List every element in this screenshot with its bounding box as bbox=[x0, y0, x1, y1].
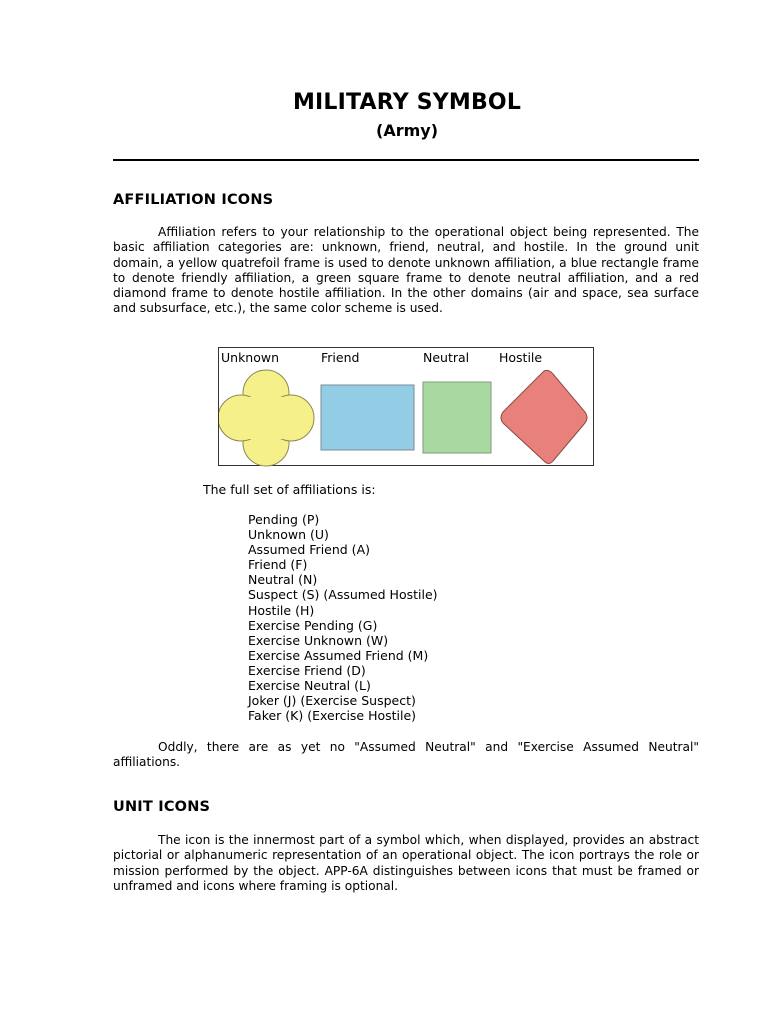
list-item: Faker (K) (Exercise Hostile) bbox=[248, 708, 417, 724]
label-hostile: Hostile bbox=[499, 350, 543, 365]
list-item: Assumed Friend (A) bbox=[248, 542, 370, 558]
list-item: Exercise Unknown (W) bbox=[248, 632, 389, 648]
hostile-diamond-icon bbox=[501, 370, 587, 463]
list-item: Friend (F) bbox=[248, 557, 308, 573]
label-neutral: Neutral bbox=[423, 350, 470, 365]
list-item: Exercise Neutral (L) bbox=[248, 678, 371, 694]
page-title: MILITARY SYMBOL bbox=[292, 90, 522, 115]
list-item: Pending (P) bbox=[248, 512, 320, 527]
label-friend: Friend bbox=[321, 350, 360, 365]
title-rule bbox=[113, 159, 699, 161]
affiliation-heading: AFFILIATION ICONS bbox=[113, 192, 274, 208]
list-item: Exercise Friend (D) bbox=[248, 662, 366, 678]
list-item: Joker (J) (Exercise Suspect) bbox=[248, 693, 416, 709]
label-unknown: Unknown bbox=[221, 350, 280, 365]
affiliation-shapes bbox=[219, 348, 595, 467]
neutral-square-icon bbox=[423, 382, 491, 453]
affiliation-paragraph: Affiliation refers to your relationship to the operational object being represented. The basic affiliation categories are: unknown, friend, neutral, and hostile. In the ground unit domain, a yellow quatrefoil frame is used to denote unknown affiliation, a blue rectangle frame to denote friendly affiliation, a green square frame to denote neutral affiliation, and a red diamond frame to denote hostile affiliation. In the other domains (air and space, sea surface and subsurface, etc.), the same color scheme is used. bbox=[113, 225, 699, 316]
unknown-quatrefoil-icon bbox=[219, 370, 314, 466]
page-subtitle: (Army) bbox=[376, 121, 438, 140]
affiliation-list-intro: The full set of affiliations is: bbox=[203, 482, 376, 497]
list-item: Exercise Pending (G) bbox=[248, 617, 378, 633]
affiliation-figure bbox=[218, 347, 594, 466]
unit-icons-paragraph: The icon is the innermost part of a symbol which, when displayed, provides an abstract pictorial or alphanumeric representation of an operational object. The icon portrays the role or mission performed by the object. APP-6A distinguishes between icons that must be framed or unframed and icons where framing is optional. bbox=[113, 833, 699, 893]
list-item: Unknown (U) bbox=[248, 527, 329, 543]
list-item: Exercise Assumed Friend (M) bbox=[248, 647, 429, 663]
friend-rectangle-icon bbox=[321, 385, 414, 450]
list-item: Suspect (S) (Assumed Hostile) bbox=[248, 587, 438, 603]
affiliation-list bbox=[248, 512, 438, 723]
list-item: Hostile (H) bbox=[248, 602, 315, 618]
list-item: Neutral (N) bbox=[248, 572, 318, 588]
unit-icons-heading: UNIT ICONS bbox=[113, 799, 211, 815]
affiliation-note: Oddly, there are as yet no "Assumed Neutral" and "Exercise Assumed Neutral" affiliations. bbox=[113, 740, 699, 770]
